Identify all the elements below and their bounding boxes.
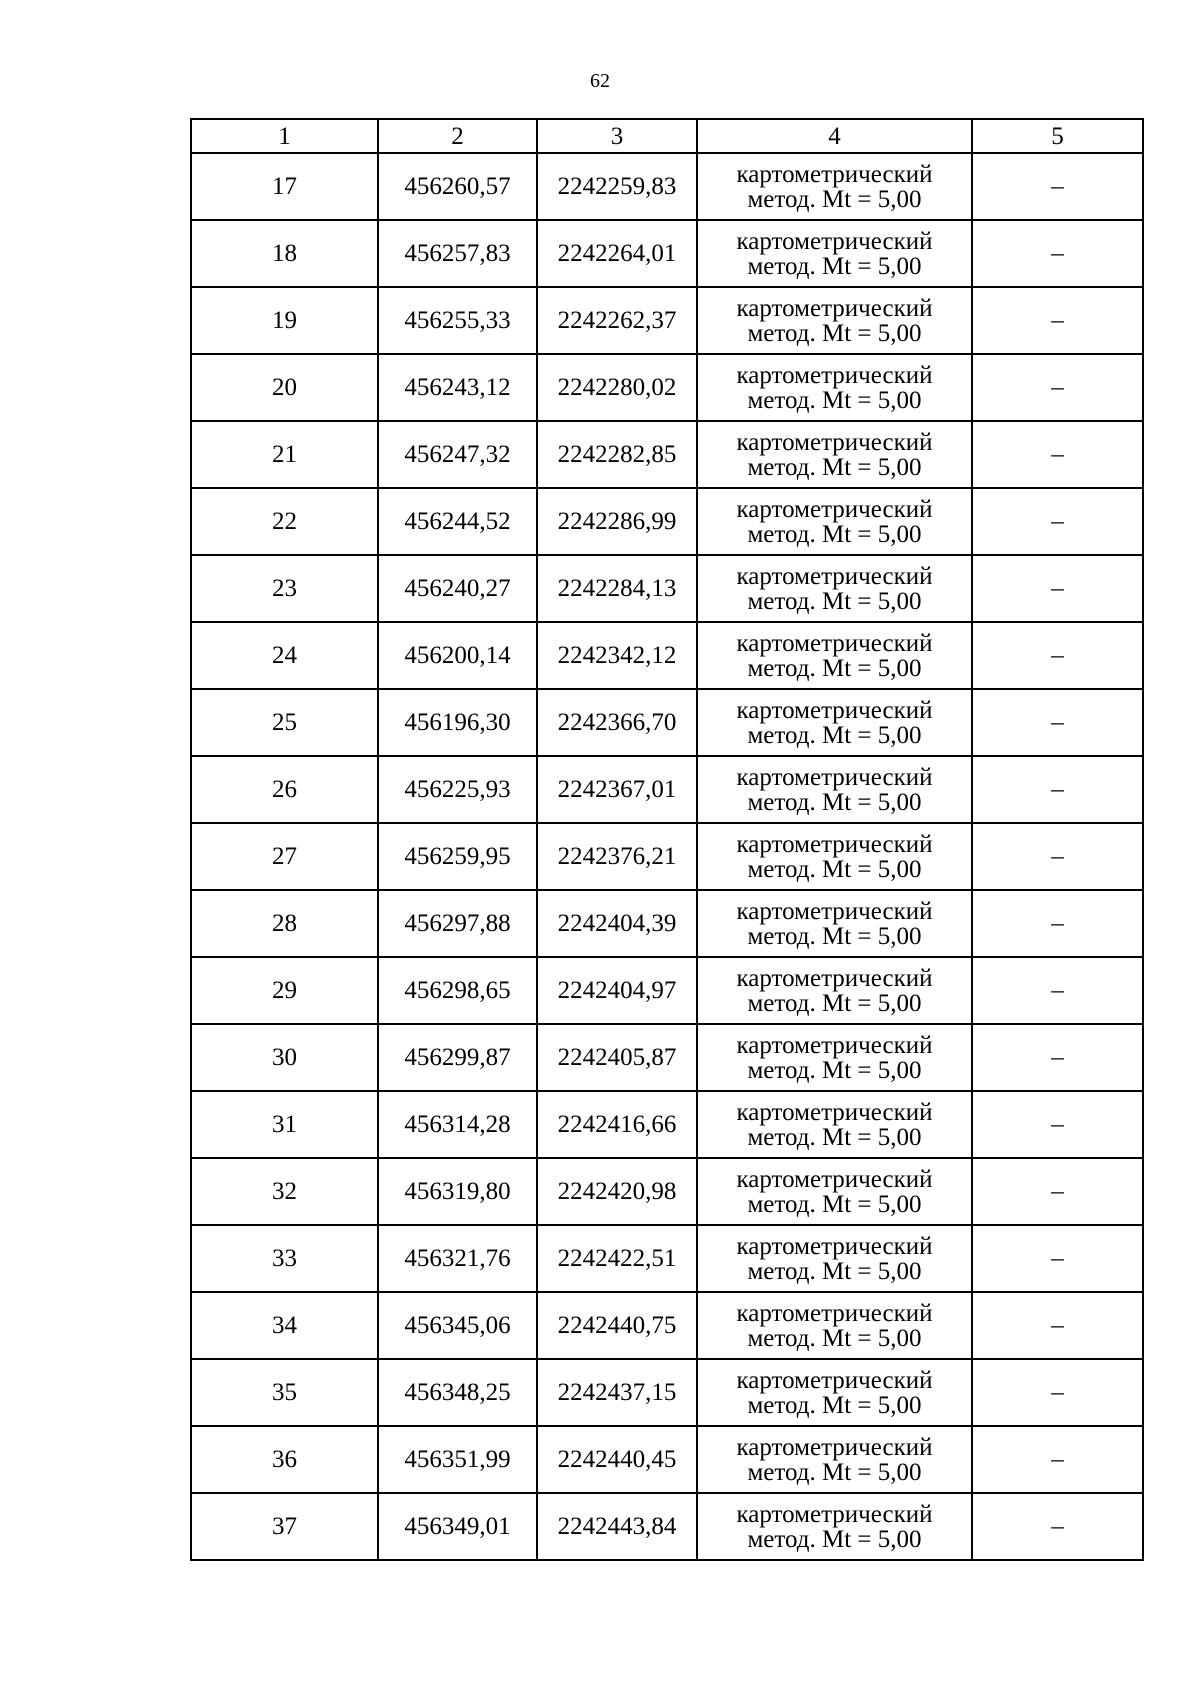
- x-coordinate-cell: 456299,87: [378, 1024, 537, 1091]
- table-row: [191, 1426, 1143, 1493]
- y-coordinate-cell: 2242262,37: [537, 287, 697, 354]
- note-cell: –: [972, 622, 1143, 689]
- table-row: [191, 287, 1143, 354]
- note-cell: –: [972, 1426, 1143, 1493]
- table-row: [191, 823, 1143, 890]
- y-coordinate-cell: 2242366,70: [537, 689, 697, 756]
- note-cell: –: [972, 555, 1143, 622]
- note-cell: –: [972, 488, 1143, 555]
- method-line-2: метод. Mt = 5,00: [747, 922, 922, 950]
- note-cell: –: [972, 1359, 1143, 1426]
- y-coordinate-cell: 2242367,01: [537, 756, 697, 823]
- table-row: [191, 622, 1143, 689]
- method-line-1: картометрический: [736, 1232, 933, 1260]
- table-row: [191, 220, 1143, 287]
- x-coordinate-cell: 456240,27: [378, 555, 537, 622]
- method-line-1: картометрический: [736, 897, 933, 925]
- method-cell: [697, 488, 972, 555]
- point-number-cell: 32: [191, 1158, 378, 1225]
- method-line-2: метод. Mt = 5,00: [747, 1525, 922, 1553]
- method-line-1: картометрический: [736, 964, 933, 992]
- method-line-2: метод. Mt = 5,00: [747, 1257, 922, 1285]
- point-number-cell: 37: [191, 1493, 378, 1560]
- note-cell: –: [972, 1158, 1143, 1225]
- x-coordinate-cell: 456351,99: [378, 1426, 537, 1493]
- method-cell: [697, 957, 972, 1024]
- method-cell: [697, 1158, 972, 1225]
- method-line-2: метод. Mt = 5,00: [747, 386, 922, 414]
- method-line-1: картометрический: [736, 428, 933, 456]
- x-coordinate-cell: 456314,28: [378, 1091, 537, 1158]
- point-number-cell: 25: [191, 689, 378, 756]
- method-line-1: картометрический: [736, 1165, 933, 1193]
- method-line-1: картометрический: [736, 495, 933, 523]
- y-coordinate-cell: 2242259,83: [537, 153, 697, 220]
- x-coordinate-cell: 456225,93: [378, 756, 537, 823]
- method-line-2: метод. Mt = 5,00: [747, 1190, 922, 1218]
- header-cell-4: 4: [697, 119, 972, 153]
- x-coordinate-cell: 456257,83: [378, 220, 537, 287]
- method-line-2: метод. Mt = 5,00: [747, 1056, 922, 1084]
- point-number-cell: 21: [191, 421, 378, 488]
- table-row: [191, 1292, 1143, 1359]
- point-number-cell: 23: [191, 555, 378, 622]
- x-coordinate-cell: 456259,95: [378, 823, 537, 890]
- note-cell: –: [972, 689, 1143, 756]
- method-line-1: картометрический: [736, 294, 933, 322]
- x-coordinate-cell: 456255,33: [378, 287, 537, 354]
- method-line-1: картометрический: [736, 1031, 933, 1059]
- y-coordinate-cell: 2242440,45: [537, 1426, 697, 1493]
- method-line-2: метод. Mt = 5,00: [747, 654, 922, 682]
- method-line-2: метод. Mt = 5,00: [747, 721, 922, 749]
- x-coordinate-cell: 456247,32: [378, 421, 537, 488]
- method-cell: [697, 689, 972, 756]
- note-cell: –: [972, 957, 1143, 1024]
- y-coordinate-cell: 2242280,02: [537, 354, 697, 421]
- table-row: [191, 1091, 1143, 1158]
- method-line-1: картометрический: [736, 1299, 933, 1327]
- header-cell-1: 1: [191, 119, 378, 153]
- note-cell: –: [972, 1024, 1143, 1091]
- y-coordinate-cell: 2242342,12: [537, 622, 697, 689]
- note-cell: –: [972, 421, 1143, 488]
- point-number-cell: 22: [191, 488, 378, 555]
- page-number: 62: [590, 70, 610, 92]
- point-number-cell: 35: [191, 1359, 378, 1426]
- method-cell: [697, 287, 972, 354]
- method-line-1: картометрический: [736, 562, 933, 590]
- point-number-cell: 33: [191, 1225, 378, 1292]
- method-cell: [697, 890, 972, 957]
- method-cell: [697, 220, 972, 287]
- note-cell: –: [972, 823, 1143, 890]
- method-line-2: метод. Mt = 5,00: [747, 587, 922, 615]
- point-number-cell: 20: [191, 354, 378, 421]
- method-line-2: метод. Mt = 5,00: [747, 185, 922, 213]
- y-coordinate-cell: 2242286,99: [537, 488, 697, 555]
- method-cell: [697, 756, 972, 823]
- y-coordinate-cell: 2242404,97: [537, 957, 697, 1024]
- table-row: [191, 1158, 1143, 1225]
- header-cell-2: 2: [378, 119, 537, 153]
- y-coordinate-cell: 2242404,39: [537, 890, 697, 957]
- method-line-2: метод. Mt = 5,00: [747, 252, 922, 280]
- table-row: [191, 555, 1143, 622]
- x-coordinate-cell: 456348,25: [378, 1359, 537, 1426]
- table-row: [191, 1493, 1143, 1560]
- x-coordinate-cell: 456321,76: [378, 1225, 537, 1292]
- point-number-cell: 30: [191, 1024, 378, 1091]
- y-coordinate-cell: 2242422,51: [537, 1225, 697, 1292]
- method-cell: [697, 153, 972, 220]
- point-number-cell: 28: [191, 890, 378, 957]
- y-coordinate-cell: 2242416,66: [537, 1091, 697, 1158]
- table-row: [191, 1359, 1143, 1426]
- method-cell: [697, 1225, 972, 1292]
- header-cell-3: 3: [537, 119, 697, 153]
- x-coordinate-cell: 456345,06: [378, 1292, 537, 1359]
- x-coordinate-cell: 456297,88: [378, 890, 537, 957]
- y-coordinate-cell: 2242437,15: [537, 1359, 697, 1426]
- method-cell: [697, 1091, 972, 1158]
- method-cell: [697, 1493, 972, 1560]
- x-coordinate-cell: 456349,01: [378, 1493, 537, 1560]
- method-cell: [697, 421, 972, 488]
- note-cell: –: [972, 1493, 1143, 1560]
- note-cell: –: [972, 153, 1143, 220]
- method-line-1: картометрический: [736, 696, 933, 724]
- note-cell: –: [972, 1091, 1143, 1158]
- header-cell-5: 5: [972, 119, 1143, 153]
- x-coordinate-cell: 456244,52: [378, 488, 537, 555]
- x-coordinate-cell: 456298,65: [378, 957, 537, 1024]
- note-cell: –: [972, 1292, 1143, 1359]
- table-row: [191, 488, 1143, 555]
- note-cell: –: [972, 287, 1143, 354]
- y-coordinate-cell: 2242284,13: [537, 555, 697, 622]
- method-cell: [697, 622, 972, 689]
- method-cell: [697, 555, 972, 622]
- x-coordinate-cell: 456196,30: [378, 689, 537, 756]
- method-line-1: картометрический: [736, 361, 933, 389]
- method-cell: [697, 354, 972, 421]
- x-coordinate-cell: 456200,14: [378, 622, 537, 689]
- note-cell: –: [972, 756, 1143, 823]
- table-row: [191, 354, 1143, 421]
- y-coordinate-cell: 2242405,87: [537, 1024, 697, 1091]
- point-number-cell: 31: [191, 1091, 378, 1158]
- method-line-1: картометрический: [736, 629, 933, 657]
- method-line-1: картометрический: [736, 830, 933, 858]
- x-coordinate-cell: 456260,57: [378, 153, 537, 220]
- y-coordinate-cell: 2242376,21: [537, 823, 697, 890]
- point-number-cell: 27: [191, 823, 378, 890]
- method-line-1: картометрический: [736, 1500, 933, 1528]
- method-line-2: метод. Mt = 5,00: [747, 319, 922, 347]
- coordinates-table: [190, 118, 1144, 1561]
- method-cell: [697, 823, 972, 890]
- x-coordinate-cell: 456243,12: [378, 354, 537, 421]
- note-cell: –: [972, 354, 1143, 421]
- table-row: [191, 756, 1143, 823]
- point-number-cell: 24: [191, 622, 378, 689]
- method-line-2: метод. Mt = 5,00: [747, 1324, 922, 1352]
- x-coordinate-cell: 456319,80: [378, 1158, 537, 1225]
- y-coordinate-cell: 2242440,75: [537, 1292, 697, 1359]
- method-line-2: метод. Mt = 5,00: [747, 989, 922, 1017]
- note-cell: –: [972, 220, 1143, 287]
- table-row: [191, 153, 1143, 220]
- table-row: [191, 890, 1143, 957]
- table-row: [191, 957, 1143, 1024]
- table-row: [191, 689, 1143, 756]
- note-cell: –: [972, 1225, 1143, 1292]
- point-number-cell: 36: [191, 1426, 378, 1493]
- method-line-1: картометрический: [736, 160, 933, 188]
- method-line-2: метод. Mt = 5,00: [747, 788, 922, 816]
- note-cell: –: [972, 890, 1143, 957]
- point-number-cell: 29: [191, 957, 378, 1024]
- point-number-cell: 18: [191, 220, 378, 287]
- method-line-2: метод. Mt = 5,00: [747, 1123, 922, 1151]
- table-row: [191, 1024, 1143, 1091]
- method-line-1: картометрический: [736, 763, 933, 791]
- method-cell: [697, 1426, 972, 1493]
- point-number-cell: 34: [191, 1292, 378, 1359]
- method-line-2: метод. Mt = 5,00: [747, 855, 922, 883]
- method-line-2: метод. Mt = 5,00: [747, 453, 922, 481]
- method-cell: [697, 1292, 972, 1359]
- y-coordinate-cell: 2242282,85: [537, 421, 697, 488]
- table-header-row: [191, 119, 1143, 153]
- y-coordinate-cell: 2242264,01: [537, 220, 697, 287]
- method-line-1: картометрический: [736, 1433, 933, 1461]
- table-row: [191, 421, 1143, 488]
- y-coordinate-cell: 2242420,98: [537, 1158, 697, 1225]
- point-number-cell: 26: [191, 756, 378, 823]
- method-line-1: картометрический: [736, 1366, 933, 1394]
- method-cell: [697, 1024, 972, 1091]
- method-line-2: метод. Mt = 5,00: [747, 520, 922, 548]
- method-cell: [697, 1359, 972, 1426]
- method-line-1: картометрический: [736, 1098, 933, 1126]
- method-line-2: метод. Mt = 5,00: [747, 1391, 922, 1419]
- method-line-2: метод. Mt = 5,00: [747, 1458, 922, 1486]
- point-number-cell: 17: [191, 153, 378, 220]
- table-row: [191, 1225, 1143, 1292]
- method-line-1: картометрический: [736, 227, 933, 255]
- y-coordinate-cell: 2242443,84: [537, 1493, 697, 1560]
- point-number-cell: 19: [191, 287, 378, 354]
